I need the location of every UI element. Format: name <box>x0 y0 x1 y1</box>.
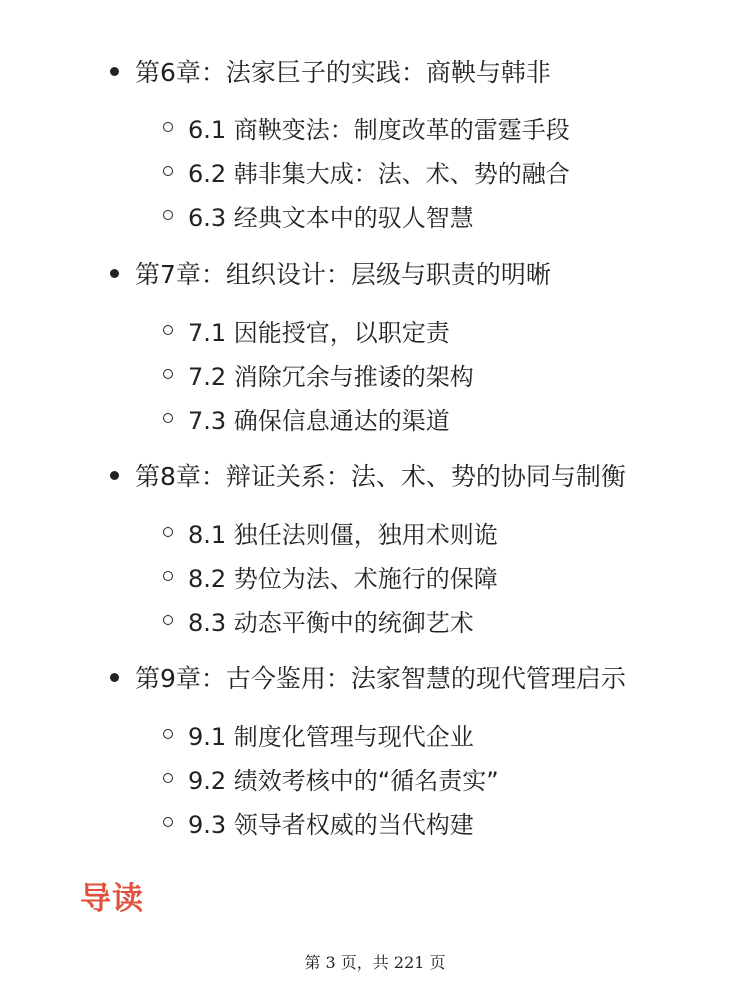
chapter-item <box>110 253 551 293</box>
bullet-circle-icon <box>163 166 173 176</box>
bullet-circle-icon <box>163 527 173 537</box>
bullet-disc-icon <box>110 471 119 480</box>
section-item <box>163 398 450 438</box>
chapter-title: 第7章：组织设计：层级与职责的明晰 <box>135 260 551 289</box>
bullet-circle-icon <box>163 325 173 335</box>
bullet-circle-icon <box>163 571 173 581</box>
bullet-circle-icon <box>163 773 173 783</box>
section-item <box>163 600 474 640</box>
section-heading: 导读 <box>80 881 144 917</box>
section-title: 9.3 领导者权威的当代构建 <box>188 810 474 839</box>
section-title: 6.1 商鞅变法：制度改革的雷霆手段 <box>188 115 570 144</box>
bullet-circle-icon <box>163 369 173 379</box>
section-title: 7.1 因能授官，以职定责 <box>188 318 450 347</box>
bullet-disc-icon <box>110 269 119 278</box>
bullet-circle-icon <box>163 615 173 625</box>
section-item <box>163 151 570 191</box>
chapter-item <box>110 455 626 495</box>
page-footer: 第 3 页，共 221 页 <box>304 953 446 972</box>
section-item <box>163 714 474 754</box>
section-title: 6.2 韩非集大成：法、术、势的融合 <box>188 159 570 188</box>
section-item <box>163 758 499 798</box>
section-title: 8.1 独任法则僵，独用术则诡 <box>188 520 498 549</box>
chapter-title: 第8章：辩证关系：法、术、势的协同与制衡 <box>135 462 626 491</box>
bullet-circle-icon <box>163 210 173 220</box>
section-title: 7.2 消除冗余与推诿的架构 <box>188 362 474 391</box>
section-item <box>163 354 474 394</box>
section-item <box>163 195 474 235</box>
chapter-item <box>110 657 626 697</box>
chapter-title: 第6章：法家巨子的实践：商鞅与韩非 <box>135 58 551 87</box>
section-item <box>163 556 498 596</box>
chapter-title: 第9章：古今鉴用：法家智慧的现代管理启示 <box>135 664 626 693</box>
section-item <box>163 310 450 350</box>
bullet-disc-icon <box>110 67 119 76</box>
section-title: 8.3 动态平衡中的统御艺术 <box>188 608 474 637</box>
chapter-item <box>110 51 551 91</box>
bullet-circle-icon <box>163 413 173 423</box>
section-item <box>163 107 570 147</box>
section-title: 9.1 制度化管理与现代企业 <box>188 722 474 751</box>
section-item <box>163 512 498 552</box>
bullet-circle-icon <box>163 122 173 132</box>
section-item <box>163 802 474 842</box>
bullet-circle-icon <box>163 817 173 827</box>
bullet-circle-icon <box>163 729 173 739</box>
section-title: 8.2 势位为法、术施行的保障 <box>188 564 498 593</box>
section-title: 6.3 经典文本中的驭人智慧 <box>188 203 474 232</box>
section-title: 9.2 绩效考核中的“循名责实” <box>188 766 499 795</box>
bullet-disc-icon <box>110 673 119 682</box>
section-title: 7.3 确保信息通达的渠道 <box>188 406 450 435</box>
